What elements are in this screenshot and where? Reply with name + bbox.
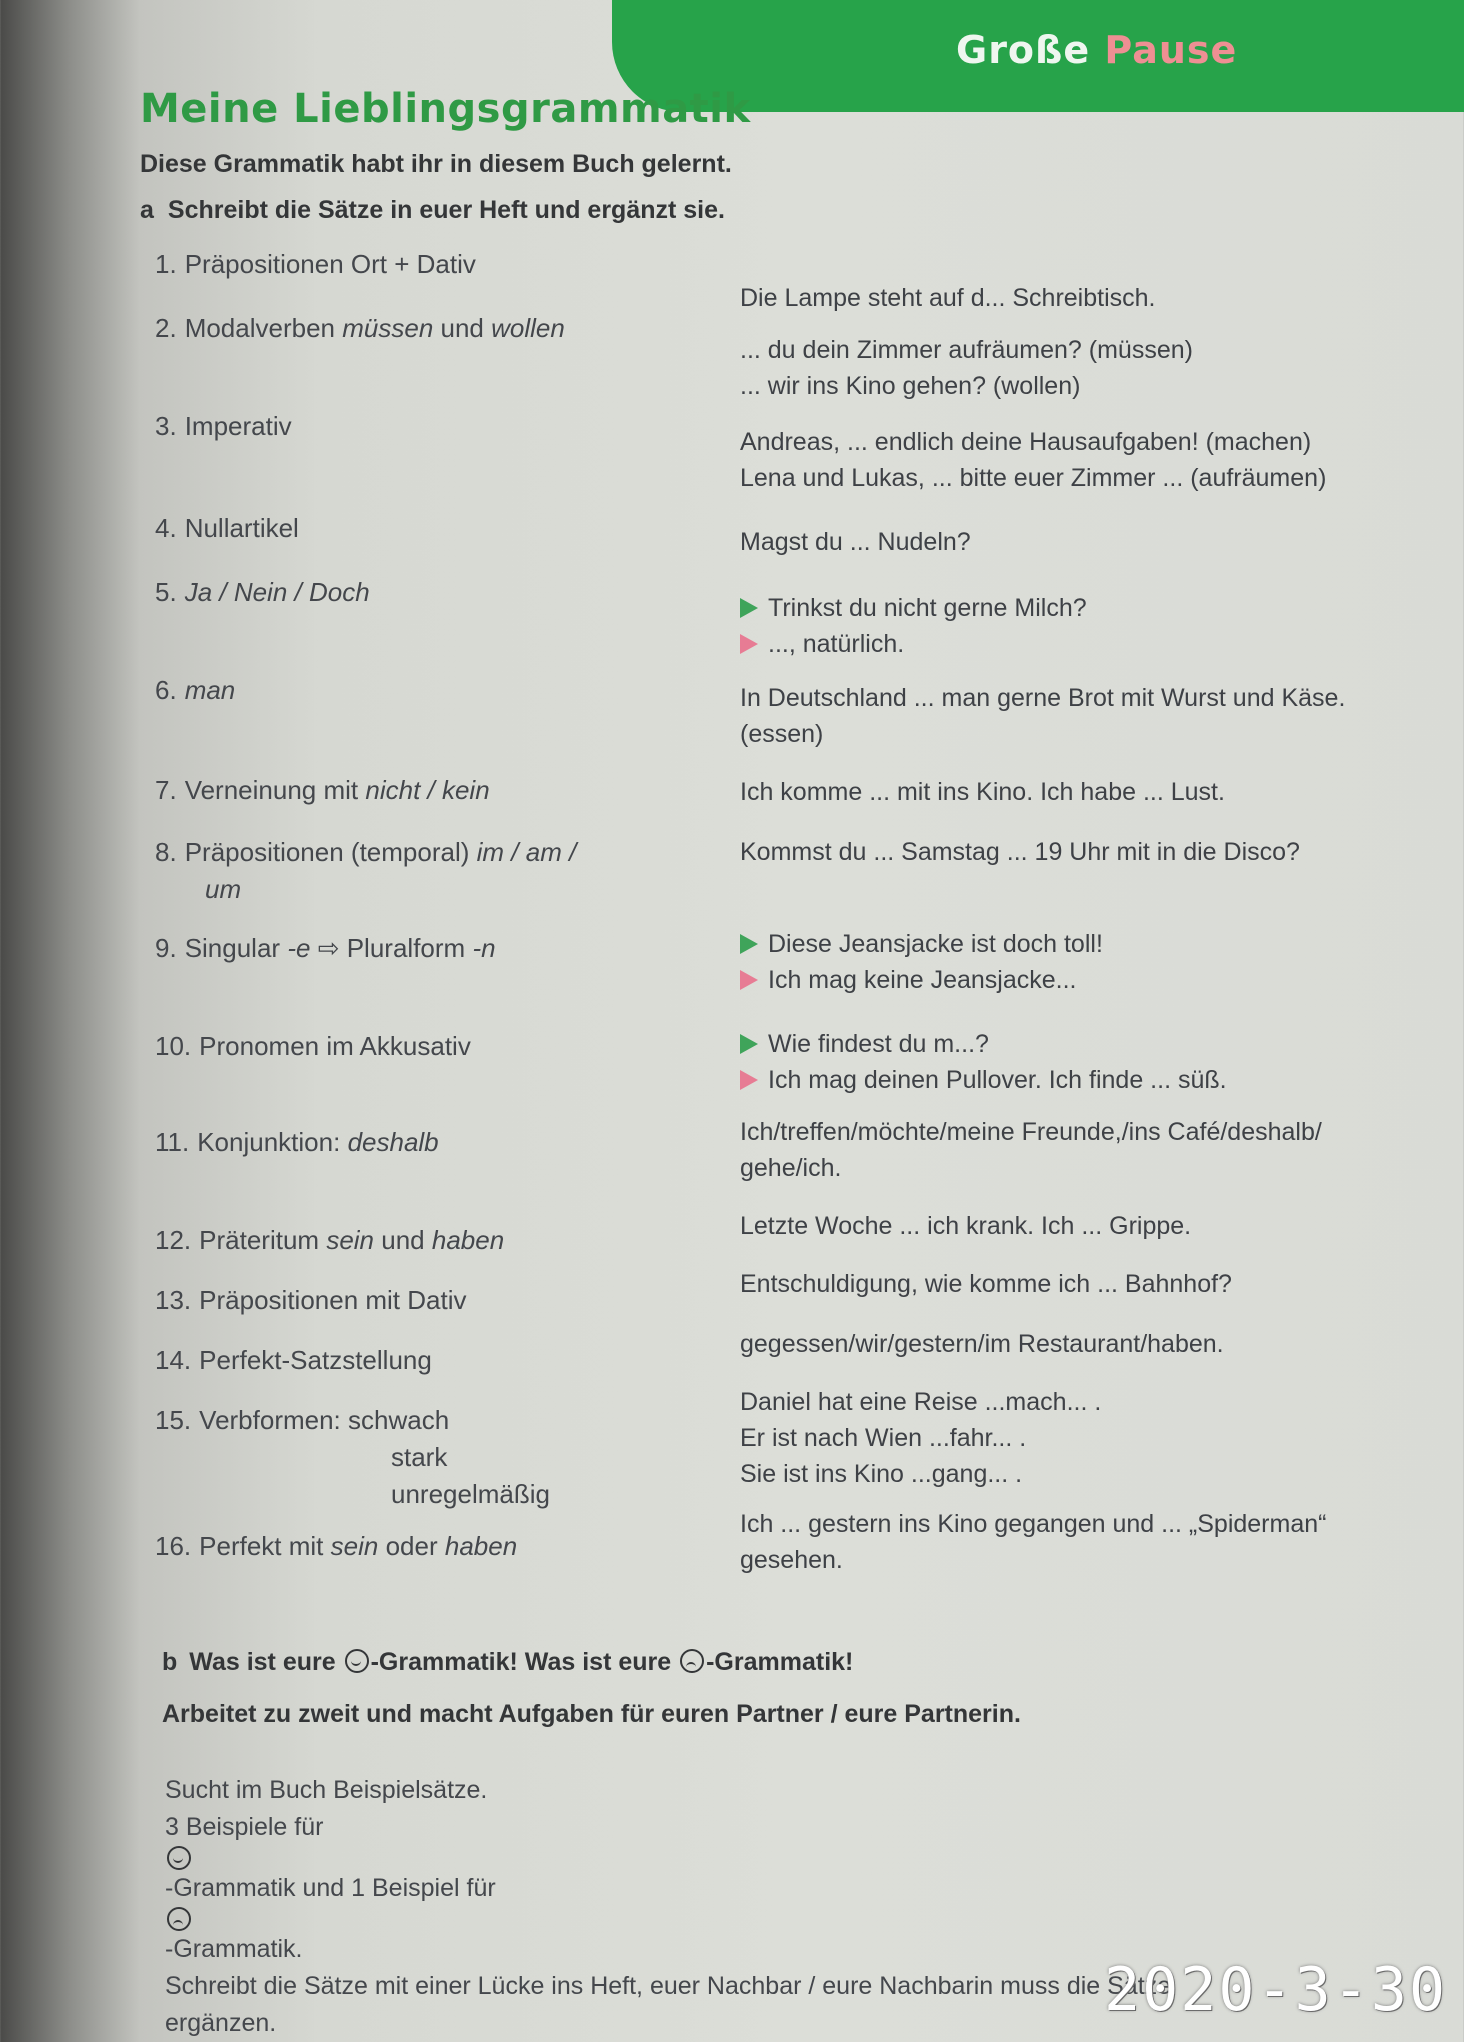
step-line: ergänzen. [165,2009,277,2037]
task-b-subline: Arbeitet zu zweit und macht Aufgaben für euren Partner / eure Partnerin. [162,1700,1021,1728]
green-triangle-icon [740,1034,758,1054]
page-title: Meine Lieblingsgrammatik [140,86,751,132]
photo-timestamp: 2020-3-30 [1104,1955,1448,2025]
example-sentence: Daniel hat eine Reise ...mach... . Er ist nach Wien ...fahr... . Sie ist ins Kino ...gang... . [740,1388,1102,1488]
example-sentence: Ich komme ... mit ins Kino. Ich habe ... Lust. [740,778,1225,806]
grammar-topic: 8. Präpositionen (temporal) im / am / um [155,837,577,904]
green-triangle-icon [740,934,758,954]
task-b-letter: b [162,1648,178,1676]
grammar-topic: 1. Präpositionen Ort + Dativ [155,249,476,279]
frowny-icon [680,1649,704,1673]
grammar-topic: 14. Perfekt-Satzstellung [155,1345,432,1375]
smiley-icon [167,1846,191,1870]
dialogue-example: Diese Jeansjacke ist doch toll! Ich mag keine Jeansjacke... [740,926,1462,998]
dialogue-example: Trinkst du nicht gerne Milch? ..., natürlich. [740,590,1462,662]
arrow-right-icon: ⇨ [317,933,340,963]
example-sentence: Die Lampe steht auf d... Schreibtisch. [740,284,1156,312]
example-sentence: Ich/treffen/möchte/meine Freunde,/ins Café/deshalb/ gehe/ich. [740,1118,1322,1182]
task-a-instruction: a Schreibt die Sätze in euer Heft und ergänzt sie. [140,196,725,224]
step-line: Sucht im Buch Beispielsätze. [165,1776,488,1804]
pink-triangle-icon [740,1070,758,1090]
section-tab-title: Große Pause [956,28,1238,72]
step-line: 3 Beispiele für -Grammatik und 1 Beispiel für -Grammatik. [165,1813,496,1963]
example-sentence: Entschuldigung, wie komme ich ... Bahnhof? [740,1270,1232,1298]
grammar-topic: 10. Pronomen im Akkusativ [155,1031,471,1061]
grammar-topic: 9. Singular -e ⇨ Pluralform -n [155,933,496,963]
example-sentence: gegessen/wir/gestern/im Restaurant/haben. [740,1330,1224,1358]
grammar-topic: 11. Konjunktion: deshalb [155,1127,439,1157]
intro-text: Diese Grammatik habt ihr in diesem Buch gelernt. [140,150,732,178]
task-b-instruction: b Was ist eure -Grammatik! Was ist eure -Grammatik! [162,1648,854,1676]
grammar-topic: 12. Präteritum sein und haben [155,1225,505,1255]
grammar-topic: 13. Präpositionen mit Dativ [155,1285,467,1315]
green-triangle-icon [740,598,758,618]
grammar-topic: 7. Verneinung mit nicht / kein [155,775,490,805]
grammar-topic: 15. Verbformen: schwach stark unregelmäßig [155,1405,550,1509]
example-sentence: In Deutschland ... man gerne Brot mit Wurst und Käse. (essen) [740,684,1346,748]
grammar-topic: 16. Perfekt mit sein oder haben [155,1531,518,1561]
grammar-topic: 3. Imperativ [155,411,292,441]
pink-triangle-icon [740,634,758,654]
grammar-topic: 2. Modalverben müssen und wollen [155,313,565,343]
grammar-topic: 6. man [155,675,236,705]
dialogue-example: Wie findest du m...? Ich mag deinen Pullover. Ich finde ... süß. [740,1026,1462,1098]
grammar-topic: 4. Nullartikel [155,513,299,543]
example-sentence: Magst du ... Nudeln? [740,528,971,556]
grammar-topic: 5. Ja / Nein / Doch [155,577,370,607]
frowny-icon [167,1907,191,1931]
pink-triangle-icon [740,970,758,990]
example-sentence: Andreas, ... endlich deine Hausaufgaben! (machen) Lena und Lukas, ... bitte euer Zimmer ... (aufräumen) [740,428,1327,492]
example-sentence: Kommst du ... Samstag ... 19 Uhr mit in die Disco? [740,838,1300,866]
example-sentence: Letzte Woche ... ich krank. Ich ... Grippe. [740,1212,1192,1240]
example-sentence: Ich ... gestern ins Kino gegangen und ... „Spiderman“ gesehen. [740,1510,1327,1574]
step-line: Schreibt die Sätze mit einer Lücke ins Heft, euer Nachbar / eure Nachbarin muss die Sätze [165,1972,1172,2000]
example-sentence: ... du dein Zimmer aufräumen? (müssen) ... wir ins Kino gehen? (wollen) [740,336,1193,400]
task-a-letter: a [140,196,154,224]
smiley-icon [345,1649,369,1673]
